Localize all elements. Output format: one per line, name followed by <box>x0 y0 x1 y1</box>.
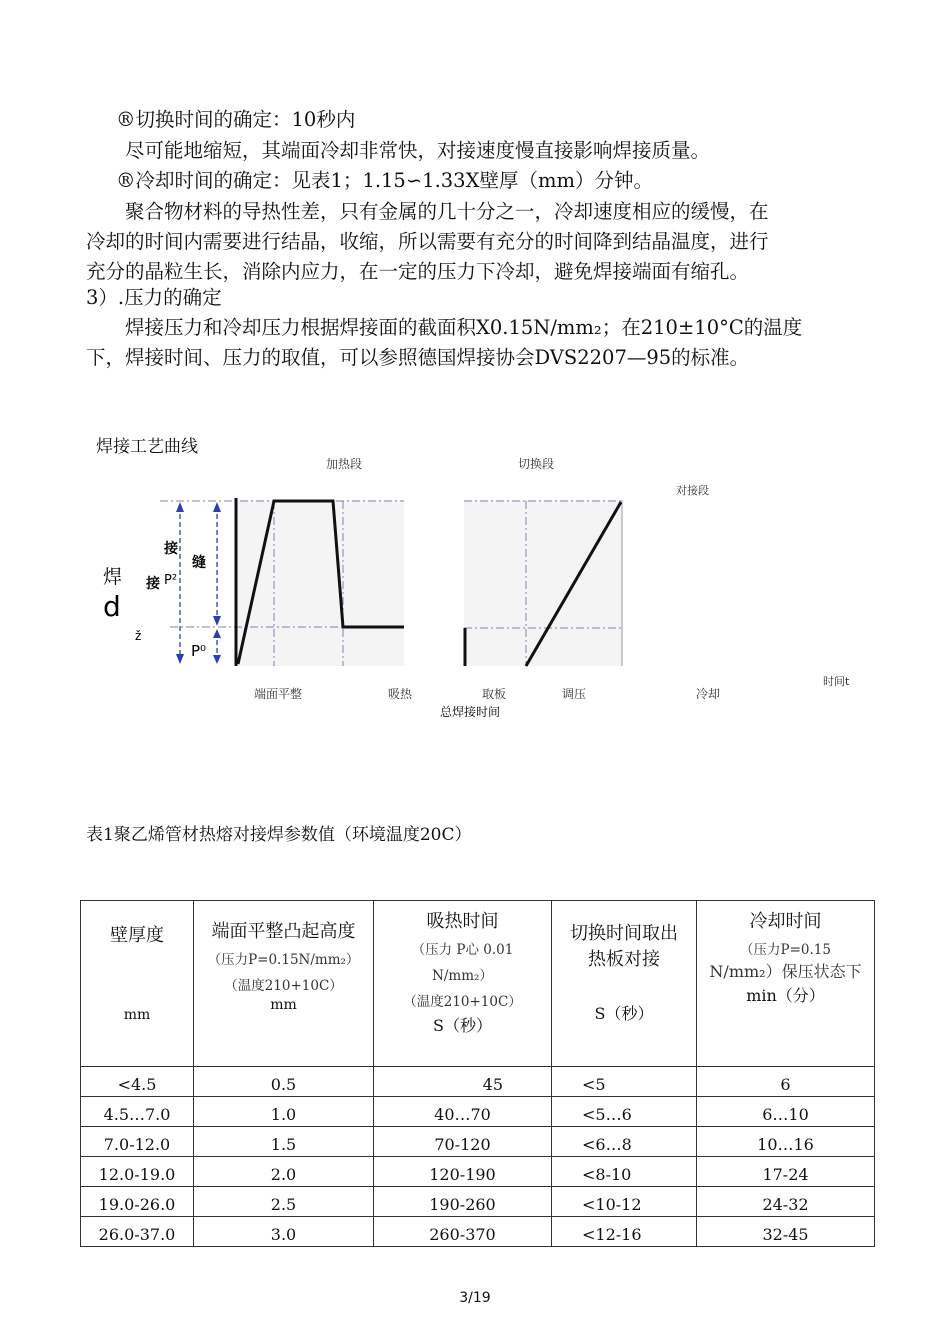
table-cell: 32-45 <box>697 1217 875 1247</box>
header-face-bead-height <box>194 901 374 1067</box>
header-wall-thickness <box>81 901 194 1067</box>
header-changeover-time <box>552 901 697 1067</box>
table-cell: 7.0-12.0 <box>81 1127 194 1157</box>
arrow-head-down-3 <box>213 655 221 664</box>
table-cell: 6 <box>697 1067 875 1097</box>
table-cell: <4.5 <box>81 1067 194 1097</box>
paragraph-cooling-time: ®冷却时间的确定：见表1；1.15∽1.33X壁厚（mm）分钟。 <box>116 169 653 192</box>
table-cell: <5…6 <box>552 1097 697 1127</box>
table-row <box>81 1157 875 1187</box>
label-p2: P² <box>164 573 178 588</box>
arrow-head-up-1 <box>176 502 184 512</box>
header-unit: min（分） <box>746 986 825 1005</box>
arrow-head-up-2 <box>213 502 221 512</box>
paragraph-polymer-line2: 冷却的时间内需要进行结晶，收缩，所以需要有充分的时间降到结晶温度，进行 <box>86 230 769 253</box>
table-cell: 0.5 <box>194 1067 374 1097</box>
table-cell: 45 <box>374 1067 552 1097</box>
label-cooling: 冷却 <box>696 687 721 701</box>
paragraph-pressure-line2: 下，焊接时间、压力的取值，可以参照德国焊接协会DVS2207—95的标准。 <box>86 346 750 369</box>
label-remove-plate: 取板 <box>482 687 507 701</box>
header-cooling-time <box>697 901 875 1067</box>
table-row <box>81 1217 875 1247</box>
table-cell: 3.0 <box>194 1217 374 1247</box>
table-cell: <6…8 <box>552 1127 697 1157</box>
header-heat-soak-time <box>374 901 552 1067</box>
table-row <box>81 1187 875 1217</box>
header-unit: S（秒） <box>433 1016 492 1035</box>
chart-panel-left <box>236 500 404 666</box>
welding-process-curve <box>0 450 950 730</box>
label-z: ž <box>135 629 142 643</box>
table-cell: 19.0-26.0 <box>81 1187 194 1217</box>
table-cell: 40…70 <box>374 1097 552 1127</box>
table-cell: 2.5 <box>194 1187 374 1217</box>
table-cell: 70-120 <box>374 1127 552 1157</box>
paragraph-switch-time-detail: 尽可能地缩短，其端面冷却非常快，对接速度慢直接影响焊接质量。 <box>125 139 711 162</box>
header-main: 端面平整凸起高度 <box>211 921 356 942</box>
label-d: d <box>103 590 121 623</box>
table-cell: <5 <box>552 1067 697 1097</box>
table-cell: 6…10 <box>697 1097 875 1127</box>
table-row <box>81 1067 875 1097</box>
paragraph-polymer-line1: 聚合物材料的导热性差，只有金属的几十分之一，冷却速度相应的缓慢，在 <box>125 200 769 223</box>
table-cell: 17-24 <box>697 1157 875 1187</box>
table-cell: 24-32 <box>697 1187 875 1217</box>
label-heating-stage: 加热段 <box>326 457 363 471</box>
paragraph-pressure-line1: 焊接压力和冷却压力根据焊接面的截面积X0.15N/mm₂；在210±10°C的温度 <box>125 316 803 339</box>
label-face-planing: 端面平整 <box>254 687 303 701</box>
table-cell: <10-12 <box>552 1187 697 1217</box>
header-main: 切换时间取出热板对接 <box>570 923 678 970</box>
parameter-table <box>80 900 875 1247</box>
table-caption: 表1聚乙烯管材热熔对接焊参数值（环境温度20C） <box>86 825 472 845</box>
table-cell: 260-370 <box>374 1217 552 1247</box>
table-header-row <box>81 901 875 1067</box>
table-cell: 10…16 <box>697 1127 875 1157</box>
label-weld-char: 焊 <box>103 566 123 588</box>
label-adjust-pressure: 调压 <box>562 687 587 701</box>
table-cell: 26.0-37.0 <box>81 1217 194 1247</box>
header-sub: N/mm₂） <box>432 968 493 984</box>
label-jie-1: 接 <box>164 541 178 557</box>
paragraph-polymer-line3: 充分的晶粒生长，消除内应力，在一定的压力下冷却，避免焊接端面有缩孔。 <box>86 260 750 283</box>
arrow-head-down-2 <box>213 616 221 626</box>
header-main: 吸热时间 <box>426 911 499 932</box>
header-sub: （温度210+10C） <box>224 978 343 994</box>
table-cell: 1.0 <box>194 1097 374 1127</box>
label-switch-stage: 切换段 <box>518 457 555 471</box>
chart-title: 焊接工艺曲线 <box>96 437 198 457</box>
header-sub: （压力 P心 0.01 <box>411 942 514 958</box>
label-time-t: 时间t <box>823 675 850 688</box>
header-sub: （温度210+10C） <box>403 994 522 1010</box>
table-cell: 190-260 <box>374 1187 552 1217</box>
table-row <box>81 1127 875 1157</box>
table-cell: 12.0-19.0 <box>81 1157 194 1187</box>
label-p0: P⁰ <box>191 642 207 660</box>
label-jie-2: 接 <box>146 576 160 592</box>
table-cell: 1.5 <box>194 1127 374 1157</box>
paragraph-switch-time: ®切换时间的确定：10秒内 <box>116 108 356 131</box>
arrow-head-down-1 <box>176 654 184 664</box>
header-unit: S（秒） <box>594 1004 654 1023</box>
x-axis-label: 总焊接时间 <box>440 705 501 719</box>
header-main: 冷却时间 <box>749 911 822 932</box>
header-sub: （压力P=0.15 <box>740 942 831 958</box>
table-cell: 2.0 <box>194 1157 374 1187</box>
table-row <box>81 1097 875 1127</box>
section-heading-pressure: 3）.压力的确定 <box>86 286 222 309</box>
chart-panel-right <box>464 500 622 666</box>
header-main: 壁厚度 <box>110 925 164 946</box>
page-number: 3/19 <box>459 1290 491 1306</box>
table-cell: <12-16 <box>552 1217 697 1247</box>
header-unit: mm <box>270 997 297 1013</box>
header-sub: （压力P=0.15N/mm₂） <box>207 952 360 968</box>
table-cell: 4.5…7.0 <box>81 1097 194 1127</box>
header-sub: N/mm₂）保压状态下 <box>709 962 862 981</box>
table-cell: 120-190 <box>374 1157 552 1187</box>
label-joining-stage: 对接段 <box>676 484 709 497</box>
table-cell: <8-10 <box>552 1157 697 1187</box>
header-unit: mm <box>123 1007 151 1023</box>
label-feng: 缝 <box>192 555 206 571</box>
label-heat-absorb: 吸热 <box>388 687 413 701</box>
arrow-head-up-3 <box>213 629 221 638</box>
